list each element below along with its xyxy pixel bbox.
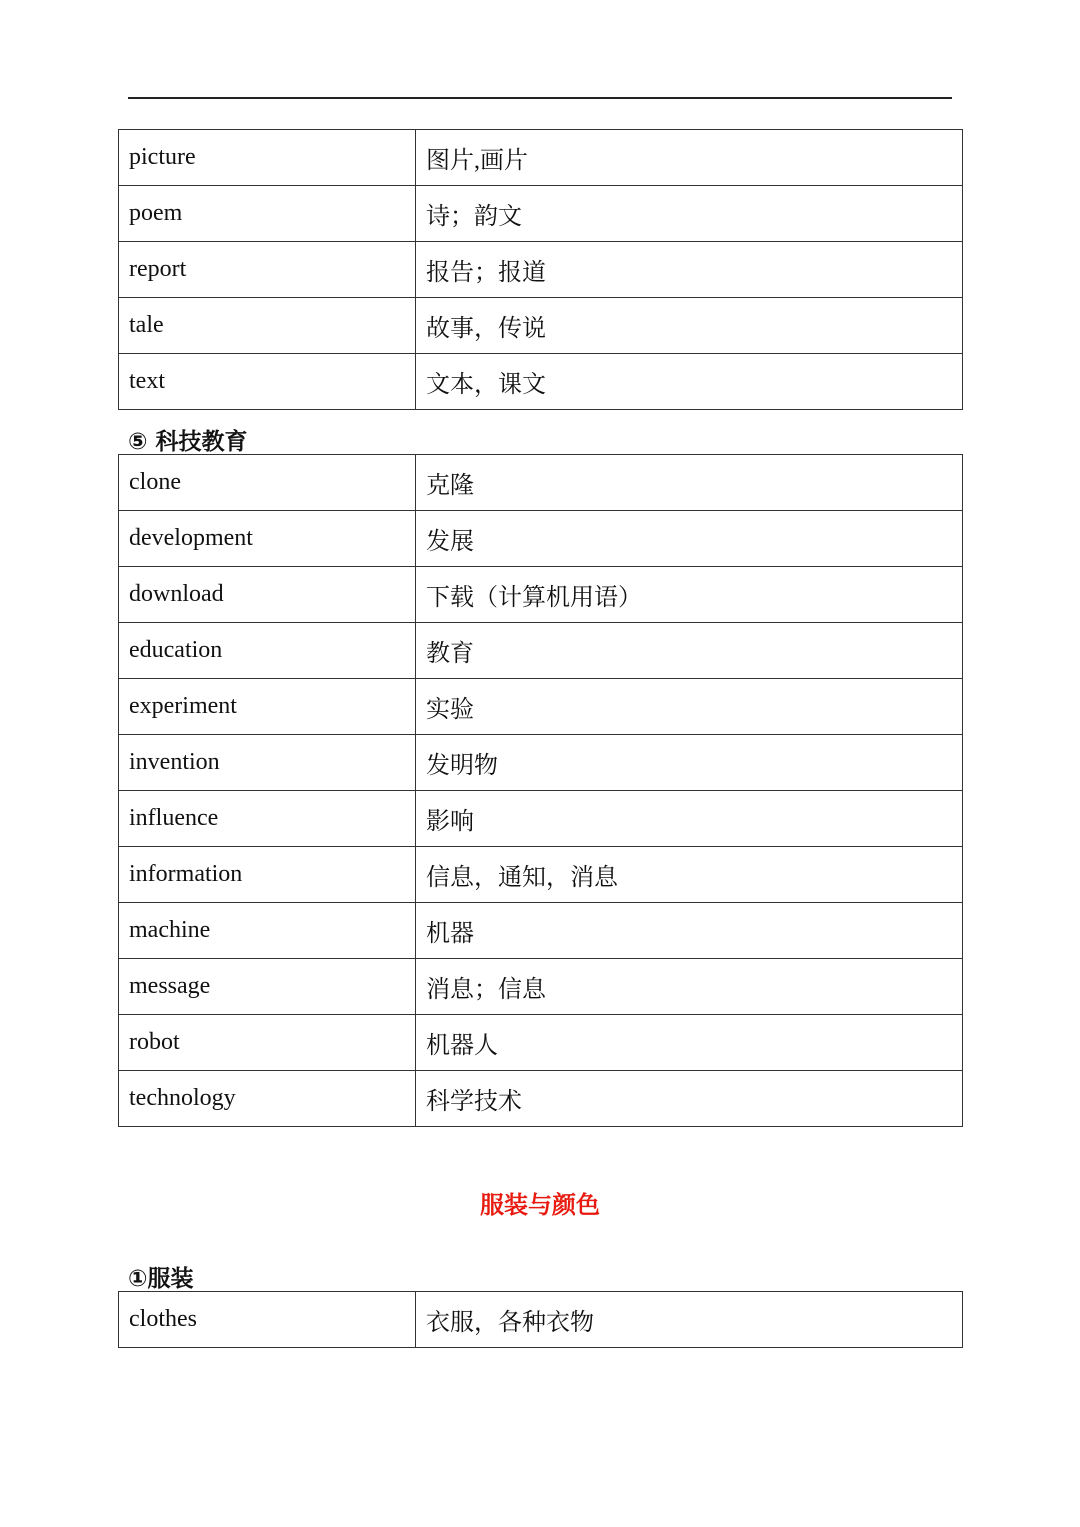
- table-row: [119, 1071, 963, 1127]
- table-row: [119, 354, 963, 410]
- table-row: [119, 679, 963, 735]
- table-row: [119, 791, 963, 847]
- english-word: clone: [119, 455, 416, 511]
- table-row: [119, 735, 963, 791]
- english-word: text: [119, 354, 416, 410]
- chinese-meaning: 故事，传说: [416, 298, 963, 354]
- english-word: influence: [119, 791, 416, 847]
- chinese-meaning: 下载（计算机用语）: [416, 567, 963, 623]
- chinese-meaning: 发展: [416, 511, 963, 567]
- chinese-meaning: 衣服，各种衣物: [416, 1292, 963, 1348]
- english-word: picture: [119, 130, 416, 186]
- english-word: report: [119, 242, 416, 298]
- table-row: [119, 567, 963, 623]
- table-row: [119, 455, 963, 511]
- english-word: download: [119, 567, 416, 623]
- chinese-meaning: 文本，课文: [416, 354, 963, 410]
- english-word: poem: [119, 186, 416, 242]
- table-row: [119, 903, 963, 959]
- chinese-meaning: 影响: [416, 791, 963, 847]
- table-row: [119, 1015, 963, 1071]
- english-word: experiment: [119, 679, 416, 735]
- table-row: [119, 1292, 963, 1348]
- section-heading-clothing: ①服装: [128, 1266, 194, 1292]
- chinese-meaning: 科学技术: [416, 1071, 963, 1127]
- vocab-table-clothing: [118, 1291, 963, 1348]
- chapter-title: 服装与颜色: [480, 1191, 600, 1219]
- english-word: message: [119, 959, 416, 1015]
- chinese-meaning: 发明物: [416, 735, 963, 791]
- chinese-meaning: 消息；信息: [416, 959, 963, 1015]
- english-word: invention: [119, 735, 416, 791]
- table-row: [119, 959, 963, 1015]
- table-row: [119, 511, 963, 567]
- chinese-meaning: 机器人: [416, 1015, 963, 1071]
- english-word: clothes: [119, 1292, 416, 1348]
- chinese-meaning: 报告；报道: [416, 242, 963, 298]
- chinese-meaning: 信息，通知，消息: [416, 847, 963, 903]
- vocab-table-arts: [118, 129, 963, 410]
- table-row: [119, 847, 963, 903]
- table-row: [119, 130, 963, 186]
- table-row: [119, 623, 963, 679]
- english-word: robot: [119, 1015, 416, 1071]
- chinese-meaning: 克隆: [416, 455, 963, 511]
- chinese-meaning: 机器: [416, 903, 963, 959]
- english-word: development: [119, 511, 416, 567]
- chinese-meaning: 诗；韵文: [416, 186, 963, 242]
- table-row: [119, 186, 963, 242]
- english-word: technology: [119, 1071, 416, 1127]
- header-divider: [128, 97, 952, 99]
- chinese-meaning: 教育: [416, 623, 963, 679]
- english-word: machine: [119, 903, 416, 959]
- vocab-table-tech: [118, 454, 963, 1127]
- english-word: education: [119, 623, 416, 679]
- chinese-meaning: 实验: [416, 679, 963, 735]
- english-word: tale: [119, 298, 416, 354]
- table-row: [119, 242, 963, 298]
- section-heading-tech: ⑤ 科技教育: [128, 429, 248, 455]
- table-row: [119, 298, 963, 354]
- english-word: information: [119, 847, 416, 903]
- chinese-meaning: 图片,画片: [416, 130, 963, 186]
